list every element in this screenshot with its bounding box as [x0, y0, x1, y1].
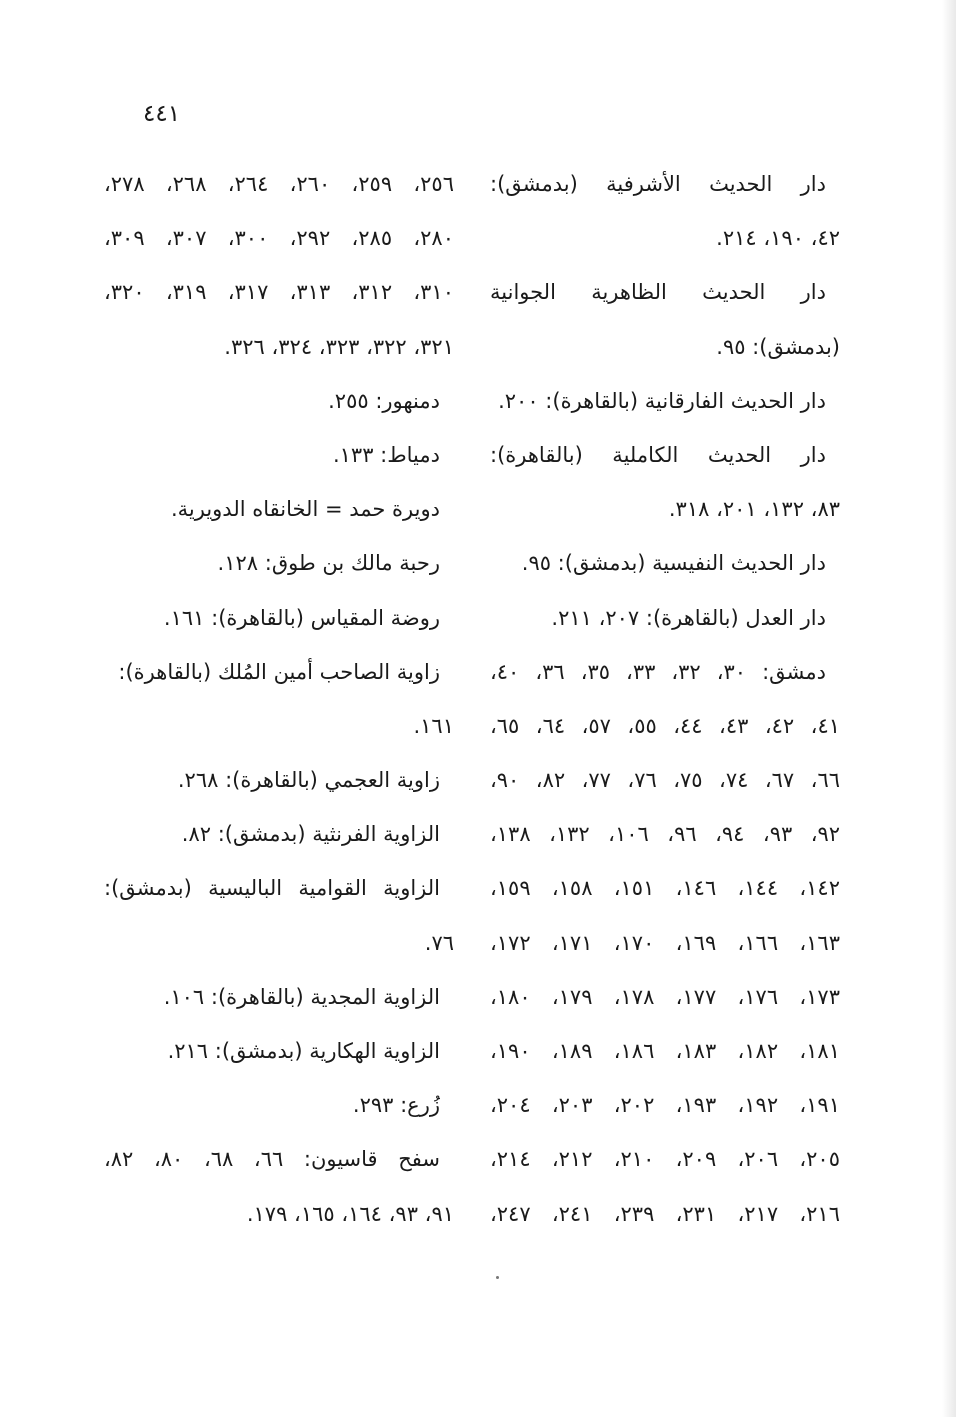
page-edge-shadow — [942, 0, 956, 1417]
index-entry-line: دار الحديث النفيسية (بدمشق): ٩٥. — [521, 551, 826, 576]
index-continuation-line: ٩١، ٩٣، ١٦٤، ١٦٥، ١٧٩. — [246, 1201, 454, 1226]
index-continuation-line: ٢٠٥، ٢٠٦، ٢٠٩، ٢١٠، ٢١٢، ٢١٤، — [490, 1147, 840, 1172]
index-continuation-line: ٣٢١، ٣٢٢، ٣٢٣، ٣٢٤، ٣٢٦. — [224, 334, 454, 359]
index-continuation-line: ٢٥٦، ٢٥٩، ٢٦٠، ٢٦٤، ٢٦٨، ٢٧٨، — [104, 172, 454, 196]
index-entry-line: سفح قاسيون: ٦٦، ٦٨، ٨٠، ٨٢، — [104, 1147, 440, 1172]
index-entry-line: دويرة حمد = الخانقاه الدويرية. — [170, 497, 440, 522]
index-continuation-line: ٨٣، ١٣٢، ٢٠١، ٣١٨. — [668, 497, 840, 522]
index-entry-line: الزاوية الفرنثية (بدمشق): ٨٢. — [181, 822, 440, 847]
index-entry-line: دار الحديث الأشرفية (بدمشق): — [490, 172, 826, 196]
index-continuation-line: ٤٢، ١٩٠، ٢١٤. — [716, 226, 840, 251]
index-continuation-line: ١٦١. — [413, 713, 454, 738]
index-continuation-line: ٤١، ٤٢، ٤٣، ٤٤، ٥٥، ٥٧، ٦٤، ٦٥، — [490, 713, 840, 738]
index-continuation-line: ٢١٦، ٢١٧، ٢٣١، ٢٣٩، ٢٤١، ٢٤٧، — [490, 1201, 840, 1226]
index-column-right — [490, 157, 840, 1241]
index-continuation-line: ٦٦، ٦٧، ٧٤، ٧٥، ٧٦، ٧٧، ٨٢، ٩٠، — [490, 768, 840, 793]
index-continuation-line: ١٧٣، ١٧٦، ١٧٧، ١٧٨، ١٧٩، ١٨٠، — [490, 984, 840, 1009]
index-entry-line: دمشق: ٣٠، ٣٢، ٣٣، ٣٥، ٣٦، ٤٠، — [490, 659, 826, 684]
index-entry-line: الزاوية المجدية (بالقاهرة): ١٠٦. — [163, 984, 440, 1009]
index-entry-line: الزاوية القوامية الباليسية (بدمشق): — [104, 876, 440, 901]
index-continuation-line: ١٦٣، ١٦٦، ١٦٩، ١٧٠، ١٧١، ١٧٢، — [490, 930, 840, 955]
page-number: ٤٤١ — [143, 101, 181, 127]
index-entry-line: دار الحديث الظاهرية الجوانية — [490, 280, 826, 305]
index-continuation-line: ٧٦. — [424, 930, 454, 955]
index-continuation-line: ٣١٠، ٣١٢، ٣١٣، ٣١٧، ٣١٩، ٣٢٠، — [104, 280, 454, 305]
index-continuation-line: ٩٢، ٩٣، ٩٤، ٩٦، ١٠٦، ١٣٢، ١٣٨، — [490, 822, 840, 847]
index-continuation-line: ١٩١، ١٩٢، ١٩٣، ٢٠٢، ٢٠٣، ٢٠٤، — [490, 1093, 840, 1118]
index-entry-line: دار الحديث الفارقانية (بالقاهرة): ٢٠٠. — [498, 388, 826, 413]
index-entry-line: دار الحديث الكاملية (بالقاهرة): — [490, 442, 826, 467]
index-entry-line: الزاوية الهكارية (بدمشق): ٢١٦. — [167, 1039, 440, 1063]
index-entry-line: رحبة مالك بن طوق: ١٢٨. — [217, 551, 440, 576]
index-continuation-line: ١٤٢، ١٤٤، ١٤٦، ١٥١، ١٥٨، ١٥٩، — [490, 876, 840, 901]
index-entry-line: روضة المقياس (بالقاهرة): ١٦١. — [163, 605, 440, 630]
index-continuation-line: (بدمشق): ٩٥. — [716, 334, 840, 359]
index-entry-line: دمنهور: ٢٥٥. — [328, 388, 440, 413]
index-entry-line: زُرع: ٢٩٣. — [352, 1093, 440, 1118]
index-continuation-line: ١٨١، ١٨٢، ١٨٣، ١٨٦، ١٨٩، ١٩٠، — [490, 1039, 840, 1063]
index-continuation-line: ٢٨٠، ٢٨٥، ٢٩٢، ٣٠٠، ٣٠٧، ٣٠٩، — [104, 226, 454, 251]
index-entry-line: دمياط: ١٣٣. — [332, 442, 440, 467]
page-speck — [496, 1276, 499, 1279]
index-column-left — [104, 157, 454, 1241]
index-entry-line: دار العدل (بالقاهرة): ٢٠٧، ٢١١. — [551, 605, 826, 630]
index-entry-line: زاوية الصاحب أمين المُلك (بالقاهرة): — [118, 659, 440, 684]
index-entry-line: زاوية العجمي (بالقاهرة): ٢٦٨. — [177, 768, 440, 793]
